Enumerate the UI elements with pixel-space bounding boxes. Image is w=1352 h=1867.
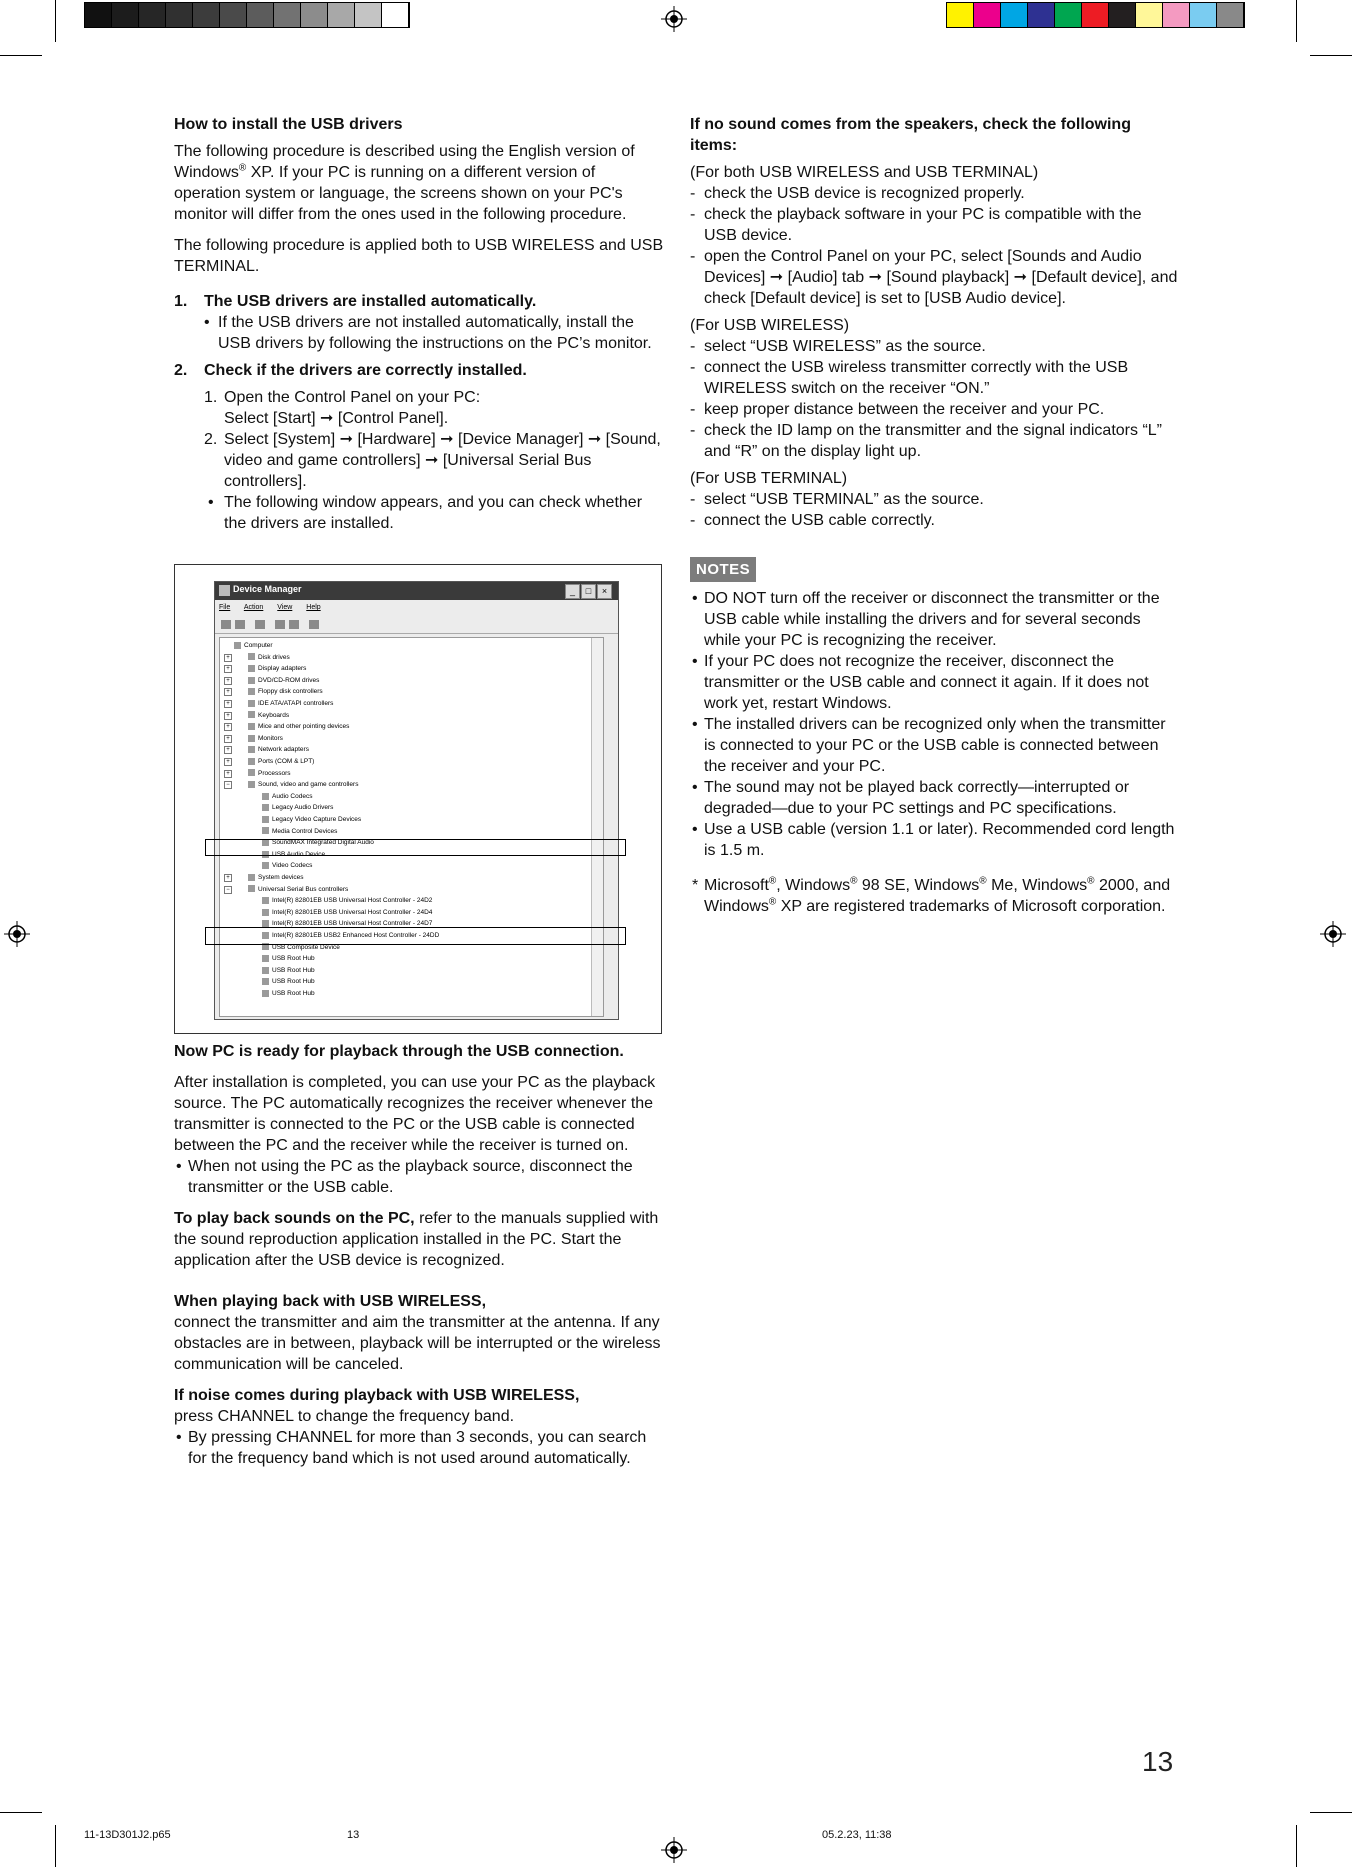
device-icon (234, 642, 241, 649)
ready-heading: Now PC is ready for playback through the USB connection. (174, 1043, 624, 1060)
color-swatch (1001, 3, 1028, 27)
device-tree-label: Ports (COM & LPT) (258, 758, 315, 765)
close-button[interactable]: × (597, 584, 612, 599)
gray-swatch (355, 3, 382, 27)
device-tree-label: Network adapters (258, 746, 309, 754)
device-tree-label: Universal Serial Bus controllers (258, 885, 349, 893)
terminal-label: (For USB TERMINAL) (690, 470, 848, 487)
gray-swatch (301, 3, 328, 27)
color-swatch (1190, 3, 1217, 27)
device-manager-window (214, 581, 619, 1020)
substep-1: 1. Open the Control Panel on your PC: Select [Start] ➞ [Control Panel]. (204, 389, 481, 427)
intro-paragraph: The following procedure is described using the English version of Windows® XP. If your PC is running on a different version of operation system or language, the screens shown on your PC's monitor will differ from the ones used in the following procedure. (174, 143, 635, 223)
device-tree-item[interactable] (248, 733, 283, 744)
device-tree-label: Intel(R) 82801EB USB Universal Host Controller - 24D4 (272, 908, 433, 916)
gray-swatch (328, 3, 355, 27)
device-tree-label: Floppy disk controllers (258, 688, 323, 696)
device-icon (262, 793, 269, 800)
registration-mark-icon (4, 921, 30, 947)
device-icon (248, 688, 255, 695)
tree-expander[interactable]: + (224, 746, 232, 754)
print-icon[interactable] (275, 620, 285, 629)
device-tree-item[interactable] (262, 791, 312, 802)
tree-expander[interactable]: + (224, 654, 232, 662)
tree-expander[interactable]: + (224, 770, 232, 778)
device-icon (248, 885, 255, 892)
gray-swatch (193, 3, 220, 27)
device-tree-label: Intel(R) 82801EB USB Universal Host Controller - 24D7 (272, 920, 433, 928)
crop-mark (55, 0, 56, 42)
device-tree-label: Legacy Audio Drivers (272, 804, 334, 812)
device-tree-label: Video Codecs (272, 862, 313, 870)
check-item: - check the playback software in your PC is compatible with the USB device. (690, 206, 1142, 244)
device-tree-item[interactable] (248, 744, 309, 755)
device-tree-item[interactable] (248, 884, 348, 895)
gray-swatch (274, 3, 301, 27)
wireless-paragraph: connect the transmitter and aim the transmitter at the antenna. If any obstacles are in between, playback will be interrupted or the wireless communication will be canceled. (174, 1314, 661, 1373)
gray-swatch (166, 3, 193, 27)
device-tree-item[interactable] (248, 675, 319, 686)
registration-mark-icon (661, 6, 687, 32)
menu-action[interactable]: Action (243, 604, 264, 611)
color-swatch (947, 3, 974, 27)
left-column-top (174, 114, 664, 534)
note-item: • Use a USB cable (version 1.1 or later). Recommended cord length is 1.5 m. (692, 821, 1175, 859)
tree-expander[interactable]: + (224, 723, 232, 731)
maximize-button[interactable]: □ (581, 584, 596, 599)
color-swatch (1109, 3, 1136, 27)
menu-help[interactable]: Help (306, 604, 321, 611)
device-icon (248, 758, 255, 765)
intro-paragraph-2: The following procedure is applied both to USB WIRELESS and USB TERMINAL. (174, 237, 664, 275)
device-tree-label: Disk drives (258, 653, 290, 661)
device-tree-label: USB Root Hub (272, 955, 315, 963)
device-tree-label: USB Composite Device (272, 943, 340, 951)
minimize-button[interactable]: _ (565, 584, 580, 599)
crop-mark (1310, 55, 1352, 56)
device-tree-item[interactable] (262, 988, 315, 999)
after-install-bullet: • When not using the PC as the playback source, disconnect the transmitter or the USB cable. (176, 1158, 633, 1196)
device-tree-label: SoundMAX Integrated Digital Audio (272, 839, 374, 847)
device-tree-label: Media Control Devices (272, 827, 338, 835)
substep-3-bullet: • The following window appears, and you can check whether the drivers are installed. (208, 494, 643, 532)
device-tree-item[interactable] (248, 756, 314, 767)
device-tree-label: IDE ATA/ATAPI controllers (258, 700, 334, 707)
step-2-title: 2. Check if the drivers are correctly installed. (174, 362, 527, 379)
device-icon (262, 967, 269, 974)
left-column-bottom (174, 1041, 664, 1469)
check-item: - select “USB TERMINAL” as the source. (690, 491, 984, 508)
tree-expander[interactable]: + (224, 735, 232, 743)
device-tree-label: Monitors (258, 734, 283, 742)
page-number: 13 (1142, 1746, 1174, 1777)
substep-2: 2. Select [System] ➞ [Hardware] ➞ [Device Manager] ➞ [Sound, video and game controllers] ➞ [Universal Serial Bus controllers]. (204, 431, 661, 490)
check-item: - connect the USB wireless transmitter correctly with the USB WIRELESS switch on the receiver “ON.” (690, 359, 1129, 397)
menu-view[interactable]: View (277, 604, 293, 611)
note-item: • The sound may not be played back correctly—interrupted or degraded—due to your PC settings and PC specifications. (692, 779, 1130, 817)
device-tree-label: Computer (244, 642, 273, 649)
device-icon (262, 990, 269, 997)
device-tree-item[interactable] (262, 802, 333, 813)
device-tree-label: Display adapters (258, 665, 307, 673)
wireless-label: (For USB WIRELESS) (690, 317, 850, 334)
forward-icon[interactable] (235, 620, 245, 629)
tree-expander[interactable]: + (224, 700, 232, 708)
color-swatch (1136, 3, 1163, 27)
device-tree-item[interactable] (262, 953, 315, 964)
registration-mark-icon (661, 1837, 687, 1863)
check-item: - check the ID lamp on the transmitter and the signal indicators “L” and “R” on the display light up. (690, 422, 1162, 460)
window-title: Device Manager (233, 584, 302, 594)
color-swatch (1217, 3, 1244, 27)
check-item: - select “USB WIRELESS” as the source. (690, 338, 986, 355)
device-tree-item[interactable] (262, 976, 315, 987)
tree-expander[interactable]: + (224, 758, 232, 766)
device-tree-item[interactable] (248, 698, 333, 709)
registration-mark-icon (1320, 921, 1346, 947)
step-1-bullet: • If the USB drivers are not installed automatically, install the USB drivers by following the instructions on the PC’s monitor. (204, 314, 652, 352)
device-tree-label: Intel(R) 82801EB USB Universal Host Controller - 24D2 (272, 897, 433, 905)
device-tree-label: Mice and other pointing devices (258, 723, 350, 731)
device-icon (262, 955, 269, 962)
color-swatch (974, 3, 1001, 27)
tree-expander[interactable]: + (224, 712, 232, 720)
crop-mark (0, 1812, 42, 1813)
device-icon (262, 909, 269, 916)
slug-page: 13 (347, 1829, 360, 1841)
highlight-usb-composite-device (205, 927, 626, 945)
device-tree-item[interactable] (262, 814, 361, 825)
device-icon (248, 723, 255, 730)
crop-mark (1296, 1825, 1297, 1867)
device-tree-label: DVD/CD-ROM drives (258, 676, 320, 684)
device-icon (248, 653, 255, 660)
check-item: - open the Control Panel on your PC, select [Sounds and Audio Devices] ➞ [Audio] tab ➞ [Sound playback] ➞ [Default device], and check [Default device] is set to [USB Audio device]. (690, 248, 1178, 307)
device-icon (248, 711, 255, 718)
note-item: • The installed drivers can be recognized only when the transmitter is connected to your PC or the USB cable is connected between the receiver and your PC. (692, 716, 1166, 775)
device-tree-label: Legacy Video Capture Devices (272, 816, 362, 823)
color-swatch (1028, 3, 1055, 27)
device-tree-item[interactable] (248, 686, 323, 697)
highlight-usb-audio-device (205, 839, 626, 856)
after-install-paragraph: After installation is completed, you can use your PC as the playback source. The PC automatically recognizes the receiver whenever the transmitter is connected to the PC or the USB cable is connected between the PC and the receiver while the receiver is turned on. (174, 1074, 656, 1154)
device-tree-item[interactable] (248, 652, 290, 663)
nosound-heading: If no sound comes from the speakers, check the following items: (690, 116, 1131, 154)
color-swatch-bar (946, 2, 1245, 28)
tree-expander[interactable]: − (224, 886, 232, 894)
device-tree-label: USB Audio Device (272, 850, 326, 858)
device-tree-item[interactable] (234, 640, 273, 651)
device-icon (262, 978, 269, 985)
menu-bar (219, 604, 333, 611)
device-icon (262, 897, 269, 904)
gray-swatch-bar (84, 2, 410, 28)
gray-swatch (112, 3, 139, 27)
device-icon (262, 862, 269, 869)
device-tree-item[interactable] (248, 663, 306, 674)
device-icon (248, 700, 255, 707)
crop-mark (1310, 1812, 1352, 1813)
slug-date: 05.2.23, 11:38 (822, 1829, 892, 1841)
notes-badge: NOTES (690, 557, 756, 582)
playback-paragraph: To play back sounds on the PC, refer to the manuals supplied with the sound reproduction application installed in the PC. Start the application after the USB device is recognized. (174, 1210, 659, 1269)
computer-icon (219, 585, 230, 596)
device-tree-label: System devices (258, 874, 304, 881)
device-tree-item[interactable] (262, 895, 432, 906)
help-icon[interactable] (289, 620, 299, 629)
device-tree-item[interactable] (248, 779, 358, 790)
tree-expander[interactable]: + (224, 665, 232, 673)
device-tree-label: Processors (258, 769, 291, 777)
trademark-note: * Microsoft®, Windows® 98 SE, Windows® Me, Windows® 2000, and Windows® XP are registered trademarks of Microsoft corporation. (692, 875, 1171, 915)
noise-paragraph: press CHANNEL to change the frequency band. (174, 1408, 515, 1425)
device-tree-item[interactable] (248, 721, 349, 732)
device-tree-item[interactable] (262, 907, 432, 918)
color-swatch (1055, 3, 1082, 27)
device-tree-label: Keyboards (258, 711, 290, 719)
note-item: • DO NOT turn off the receiver or disconnect the transmitter or the USB cable while installing the drivers and for several seconds while your PC is recognizing the receiver. (692, 590, 1160, 649)
crop-mark (0, 55, 42, 56)
check-item: - check the USB device is recognized properly. (690, 185, 1025, 202)
device-icon (262, 827, 269, 834)
gray-swatch (220, 3, 247, 27)
noise-bullet: • By pressing CHANNEL for more than 3 seconds, you can search for the frequency band which is not used around automatically. (176, 1429, 647, 1467)
device-icon (262, 804, 269, 811)
device-tree-item[interactable] (248, 710, 289, 721)
device-tree-item[interactable] (262, 860, 312, 871)
device-tree-label: Intel(R) 82801EB USB2 Enhanced Host Controller - 24DD (272, 932, 440, 939)
tree-expander[interactable]: + (224, 677, 232, 685)
device-tree-label: USB Root Hub (272, 990, 315, 997)
gray-swatch (85, 3, 112, 27)
check-item: - keep proper distance between the receiver and your PC. (690, 401, 1105, 418)
menu-file[interactable]: File (219, 604, 231, 611)
gray-swatch (247, 3, 274, 27)
tree-expander[interactable]: + (224, 688, 232, 696)
device-icon (248, 746, 255, 753)
gray-swatch (382, 3, 409, 27)
both-label: (For both USB WIRELESS and USB TERMINAL) (690, 164, 1039, 181)
device-tree-label: USB Root Hub (272, 978, 315, 986)
device-icon (248, 677, 255, 684)
device-icon (248, 874, 255, 881)
device-icon (262, 816, 269, 823)
noise-heading: If noise comes during playback with USB WIRELESS, (174, 1387, 580, 1404)
step-1-title: 1. The USB drivers are installed automatically. (174, 293, 537, 310)
install-heading: How to install the USB drivers (174, 116, 403, 133)
crop-mark (1296, 0, 1297, 42)
device-tree-item[interactable] (262, 826, 337, 837)
device-tree-label: Audio Codecs (272, 792, 313, 800)
device-tree-label: USB Root Hub (272, 966, 315, 974)
device-tree-item[interactable] (248, 872, 304, 883)
tree-expander[interactable]: + (224, 874, 232, 882)
gray-swatch (139, 3, 166, 27)
back-icon[interactable] (221, 620, 231, 629)
right-column (690, 114, 1178, 917)
window-titlebar (215, 582, 618, 600)
crop-mark (55, 1825, 56, 1867)
scan-hardware-icon[interactable] (309, 620, 319, 629)
toolbar (215, 617, 618, 634)
wireless-heading: When playing back with USB WIRELESS, (174, 1293, 487, 1310)
properties-icon[interactable] (255, 620, 265, 629)
color-swatch (1163, 3, 1190, 27)
device-icon (248, 781, 255, 788)
device-icon (248, 735, 255, 742)
color-swatch (1082, 3, 1109, 27)
device-tree-item[interactable] (262, 965, 315, 976)
device-tree[interactable] (219, 637, 604, 1017)
vertical-scrollbar[interactable] (591, 638, 603, 1016)
note-item: • If your PC does not recognize the receiver, disconnect the transmitter or the USB cable and connect it again. If it does not work yet, restart Windows. (692, 653, 1149, 712)
slug-file: 11-13D301J2.p65 (84, 1829, 171, 1841)
check-item: - connect the USB cable correctly. (690, 512, 935, 529)
tree-expander[interactable]: − (224, 781, 232, 789)
device-tree-item[interactable] (248, 768, 291, 779)
device-icon (248, 769, 255, 776)
device-icon (248, 665, 255, 672)
device-tree-label: Sound, video and game controllers (258, 781, 359, 789)
